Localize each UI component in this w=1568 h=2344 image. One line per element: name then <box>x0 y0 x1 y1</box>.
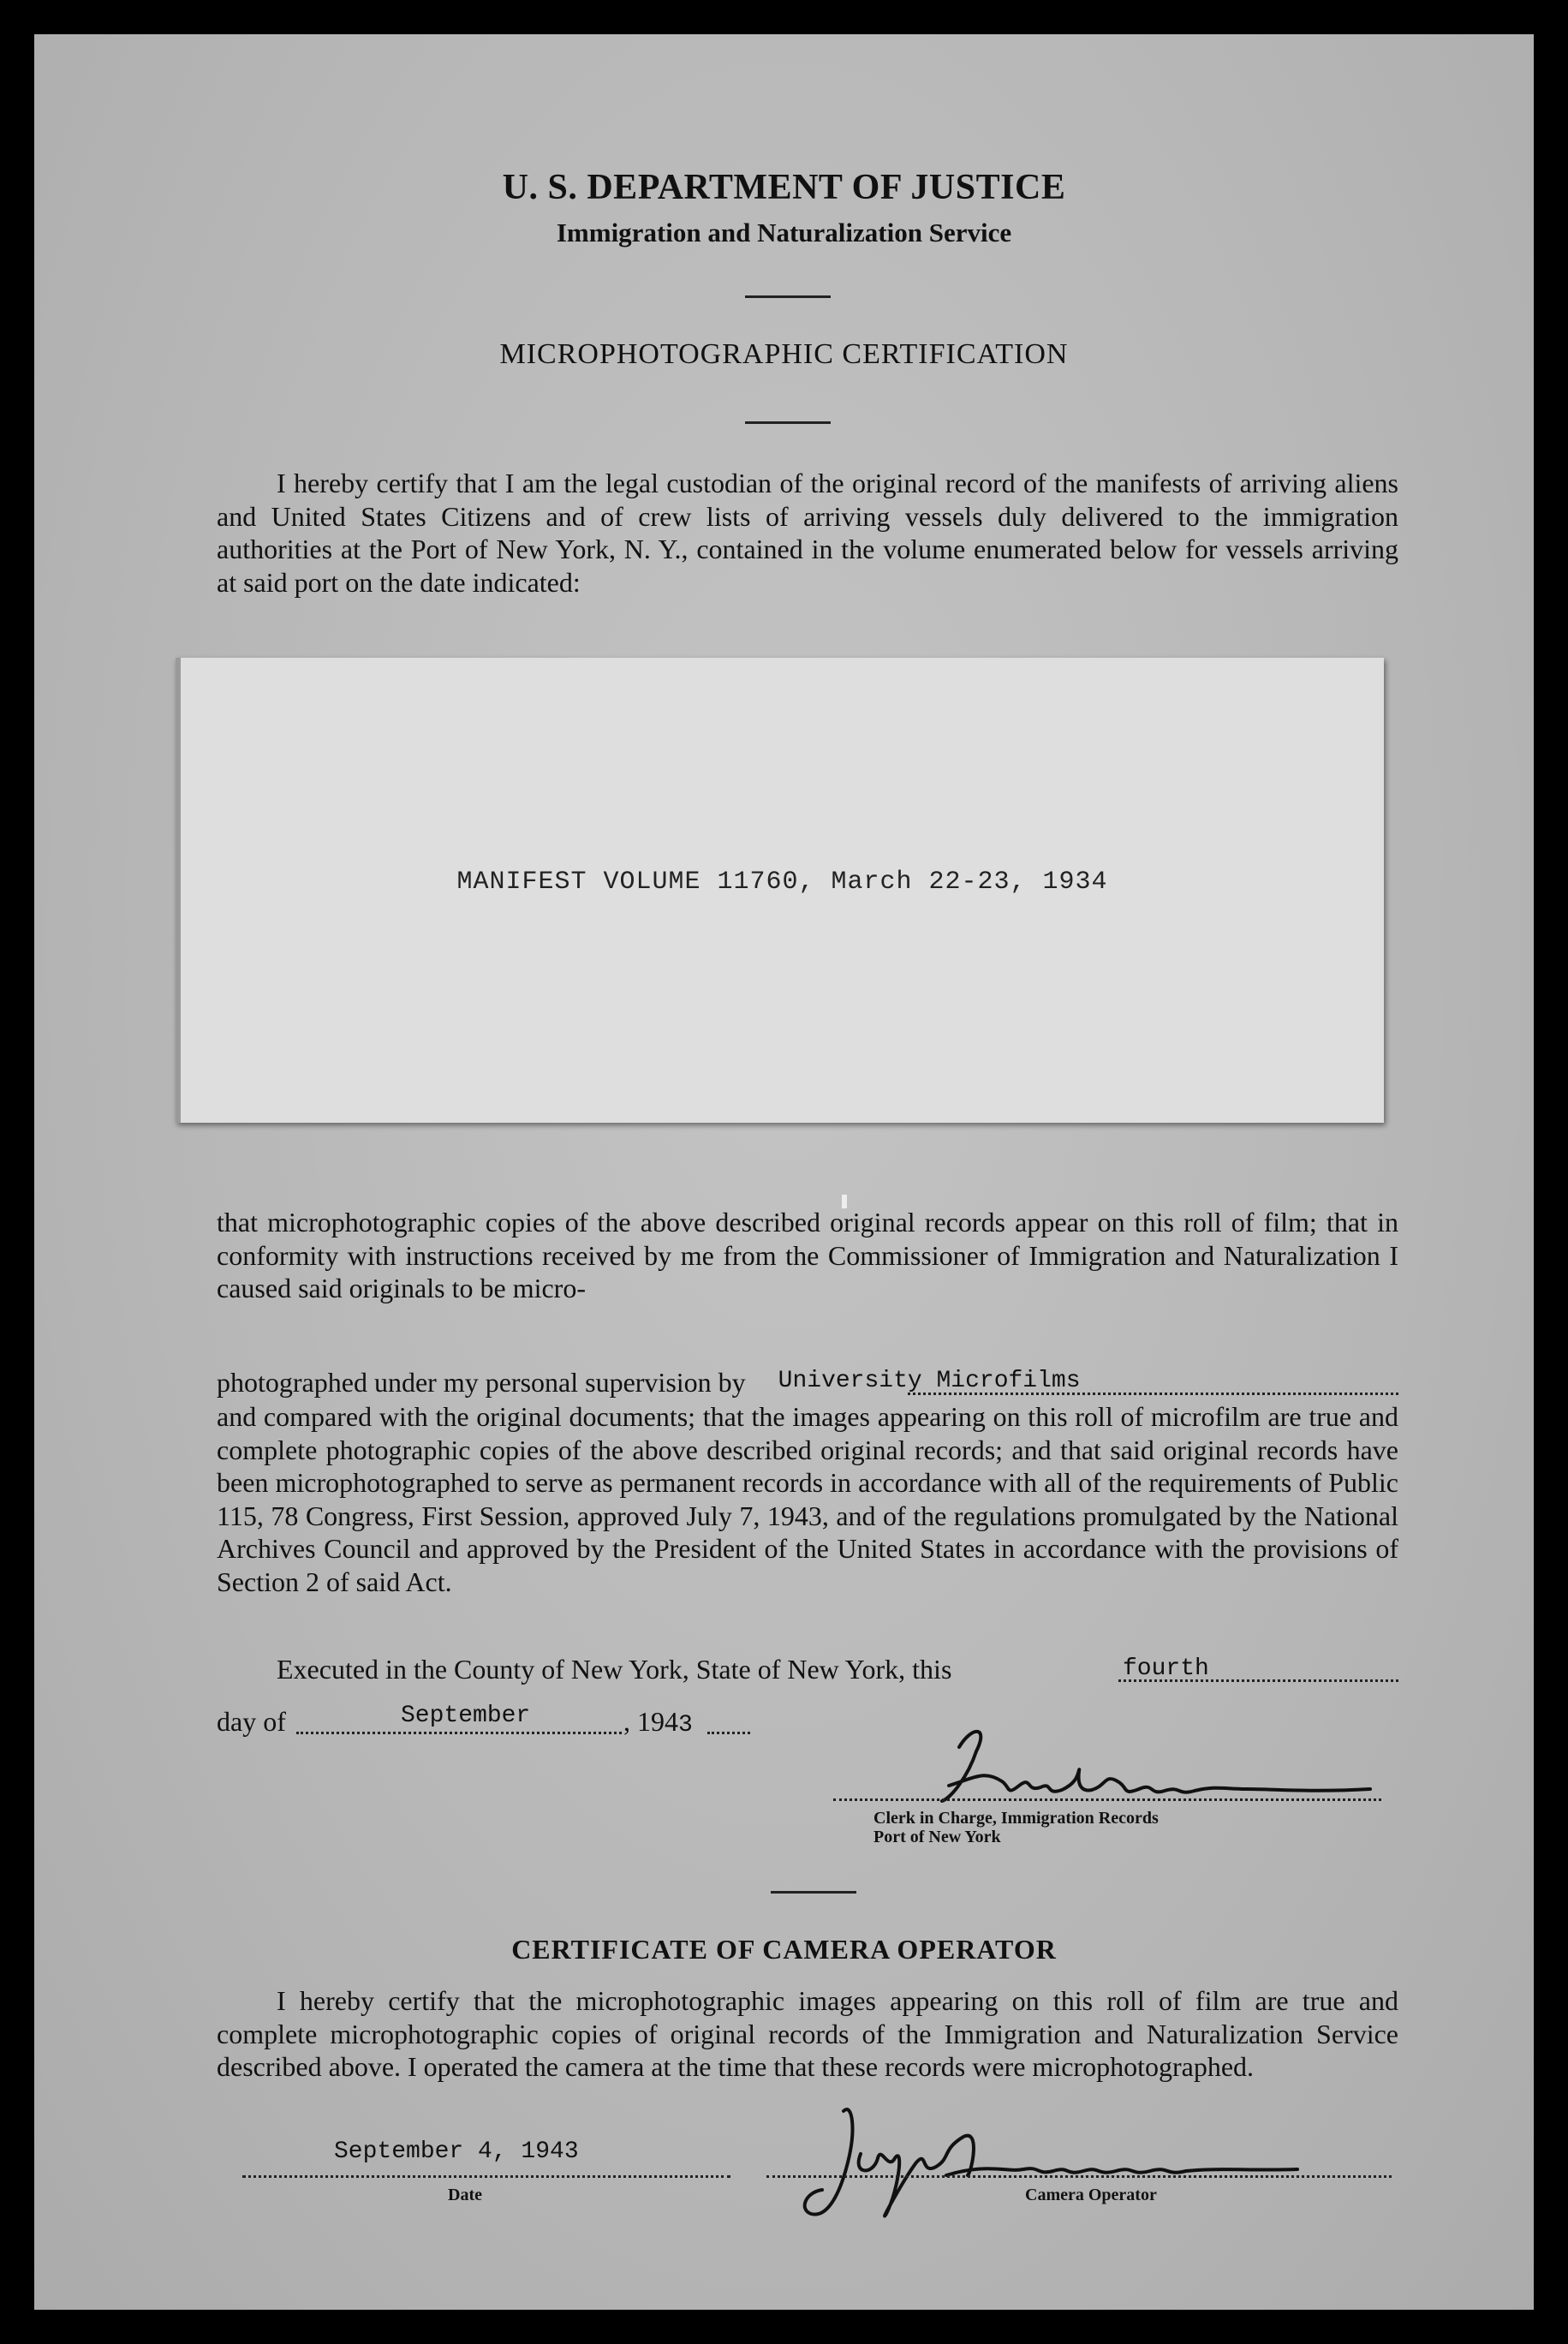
year-prefix: , 194 <box>623 1706 678 1737</box>
clerk-title-line2: Port of New York <box>873 1828 1001 1846</box>
camera-operator-label: Camera Operator <box>1025 2186 1157 2204</box>
certification-body-part2: and compared with the original documents; that the images appearing on this roll of microfilm are true and complete photographic copies of the above described original records; and that said original records have been microphotographed to serve as permanent records in accordance with all of the requirements of Public 115, 78 Congress, First Session, approved July 7, 1943, and of the regulations promulgated by the National Archives Council and approved by the President of the United States in accordance with the provisions of Section 2 of said Act. <box>217 1401 1398 1597</box>
supervision-line <box>217 1366 1398 1404</box>
day-of-label: day of <box>217 1706 286 1737</box>
supervisor-name: University Microfilms <box>778 1368 1081 1394</box>
camera-operator-signature <box>792 2094 1323 2231</box>
certification-body-part1: that microphotographic copies of the above described original records appear on this roll of film; that in conformity with instructions received by me from the Commissioner of Immigration and Naturalization I caused said originals to be micro- <box>217 1207 1398 1303</box>
clerk-title <box>873 1809 1159 1846</box>
year-dotted-line <box>707 1732 750 1734</box>
camera-operator-title: CERTIFICATE OF CAMERA OPERATOR <box>511 1934 1057 1965</box>
divider <box>745 421 831 424</box>
divider <box>745 295 831 298</box>
department-heading: U. S. DEPARTMENT OF JUSTICE <box>502 168 1066 207</box>
operator-date-line <box>242 2175 730 2178</box>
custodian-statement: I hereby certify that I am the legal custodian of the original record of the manifests of arriving aliens and United States Citizens and of crew lists of arriving vessels duly delivered to the immigration authorities at the Port of New York, N. Y., contained in the volume enumerated below for vessels arriving at said port on the date indicated: <box>217 468 1398 598</box>
clerk-signature <box>925 1717 1404 1811</box>
clerk-title-line1: Clerk in Charge, Immigration Records <box>873 1809 1159 1828</box>
camera-operator-statement: I hereby certify that the microphotographic images appearing on this roll of film are true and complete microphotographic copies of original records of the Immigration and Naturalization Service described above. I operated the camera at the time that these records were microphotographed. <box>217 1985 1398 2082</box>
service-subheading: Immigration and Naturalization Service <box>556 218 1012 248</box>
date-label: Date <box>448 2186 482 2204</box>
supervision-prefix: photographed under my personal supervision by <box>217 1367 746 1398</box>
divider <box>771 1891 856 1894</box>
operator-signature-line <box>766 2175 1392 2178</box>
year-label <box>623 1705 693 1743</box>
manifest-volume-label: MANIFEST VOLUME 11760, March 22-23, 1934 <box>456 868 1108 897</box>
operator-date-value: September 4, 1943 <box>334 2138 579 2165</box>
volume-label-card <box>176 658 1384 1123</box>
certification-title: MICROPHOTOGRAPHIC CERTIFICATION <box>499 338 1069 370</box>
year-digit: 3 <box>678 1712 693 1739</box>
certificate-page <box>34 34 1534 2310</box>
execution-day: fourth <box>1123 1655 1209 1682</box>
supervisor-dotted-line <box>908 1393 1398 1395</box>
month-value: September <box>401 1703 531 1729</box>
clerk-signature-line <box>833 1798 1381 1801</box>
execution-dotted-line <box>1118 1679 1398 1682</box>
execution-text: Executed in the County of New York, State of New York, this <box>277 1654 952 1685</box>
